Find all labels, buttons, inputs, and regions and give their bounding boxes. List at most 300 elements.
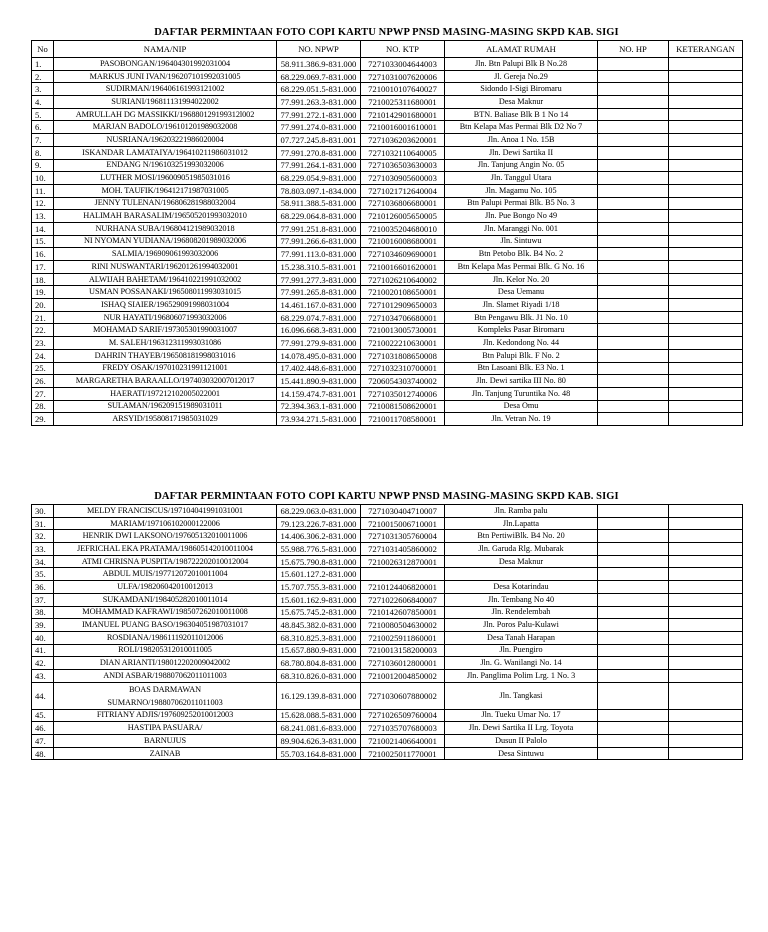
cell-no: 5. (32, 108, 54, 121)
table-row (32, 593, 743, 606)
cell-npwp: 77.991.270.8-831.000 (277, 146, 361, 159)
cell-no: 41. (32, 644, 54, 657)
cell-phone (598, 555, 669, 568)
cell-no: 31. (32, 517, 54, 530)
table-row (32, 210, 743, 223)
cell-remarks (669, 735, 743, 748)
table-row (32, 273, 743, 286)
cell-ktp: 7210013158200003 (361, 644, 445, 657)
cell-address: Desa Omu (445, 400, 598, 413)
cell-name-nip: HAERATI/197212102005022001 (54, 387, 277, 400)
cell-no: 34. (32, 555, 54, 568)
cell-address: Jln. Anoa 1 No. 15B (445, 134, 598, 147)
page-section-2 (31, 490, 742, 760)
cell-ktp: 7210025311680001 (361, 96, 445, 109)
cell-address: Jln. Vetran No. 19 (445, 413, 598, 426)
cell-no: 30. (32, 505, 54, 518)
cell-no: 37. (32, 593, 54, 606)
cell-address: Sidondo I-Sigi Biromaru (445, 83, 598, 96)
cell-phone (598, 197, 669, 210)
cell-phone (598, 568, 669, 581)
cell-phone (598, 210, 669, 223)
cell-name-nip: NI NYOMAN YUDIANA/196808201989032006 (54, 235, 277, 248)
table-row (32, 682, 743, 709)
cell-address: Jln. Tanjung Angin No. 05 (445, 159, 598, 172)
cell-npwp: 68.310.825.3-831.000 (277, 631, 361, 644)
cell-no: 45. (32, 709, 54, 722)
cell-npwp: 58.911.386.9-831.000 (277, 58, 361, 71)
cell-npwp: 16.129.139.8-831.000 (277, 682, 361, 709)
header-npwp: NO. NPWP (277, 41, 361, 58)
cell-phone (598, 505, 669, 518)
cell-ktp: 7210080504630002 (361, 619, 445, 632)
cell-name-nip: SURIANI/196811131994022002 (54, 96, 277, 109)
table-row (32, 197, 743, 210)
cell-name-nip: PASOBONGAN/196404301992031004 (54, 58, 277, 71)
cell-npwp: 77.991.274.0-831.000 (277, 121, 361, 134)
cell-no: 24. (32, 349, 54, 362)
cell-address: BTN. Baliase Blk B 1 No 14 (445, 108, 598, 121)
cell-address: Jln. Tanjung Turuntika No. 48 (445, 387, 598, 400)
cell-remarks (669, 235, 743, 248)
cell-address: Jln. Panglima Polim Lrg. 1 No. 3 (445, 669, 598, 682)
cell-name-nip: ABDUL MUIS/197712072010011004 (54, 568, 277, 581)
cell-ktp: 7271036806680001 (361, 197, 445, 210)
cell-npwp: 15.601.162.9-831.000 (277, 593, 361, 606)
cell-address: Jln. Kelor No. 20 (445, 273, 598, 286)
cell-npwp: 15.601.127.2-831.000 (277, 568, 361, 581)
cell-no: 39. (32, 619, 54, 632)
table-row (32, 543, 743, 556)
table-row (32, 172, 743, 185)
cell-name-nip: ISKANDAR LAMATAIYA/196410211986031012 (54, 146, 277, 159)
cell-npwp: 15.707.755.3-831.000 (277, 581, 361, 594)
cell-npwp: 68.229.074.7-831.000 (277, 311, 361, 324)
cell-address: Jln. Tueku Umar No. 17 (445, 709, 598, 722)
cell-remarks (669, 299, 743, 312)
cell-phone (598, 121, 669, 134)
cell-no: 23. (32, 337, 54, 350)
cell-address: Jln. Magamu No. 105 (445, 184, 598, 197)
header-address: ALAMAT RUMAH (445, 41, 598, 58)
table-row (32, 657, 743, 670)
cell-address: Dusun II Palolo (445, 735, 598, 748)
cell-remarks (669, 413, 743, 426)
table-row (32, 96, 743, 109)
cell-ktp: 7271031808650008 (361, 349, 445, 362)
cell-ktp: 7271036203620001 (361, 134, 445, 147)
table-row (32, 581, 743, 594)
cell-no: 11. (32, 184, 54, 197)
cell-ktp: 7210081508620001 (361, 400, 445, 413)
cell-no: 22. (32, 324, 54, 337)
cell-ktp: 7210013005730001 (361, 324, 445, 337)
cell-phone (598, 517, 669, 530)
page-section-1 (31, 26, 742, 426)
table-row (32, 70, 743, 83)
cell-no: 3. (32, 83, 54, 96)
cell-address: Jln. Garuda Rlg. Mubarak (445, 543, 598, 556)
cell-remarks (669, 669, 743, 682)
table-row (32, 324, 743, 337)
cell-remarks (669, 543, 743, 556)
cell-remarks (669, 709, 743, 722)
cell-ktp: 7271032310700001 (361, 362, 445, 375)
cell-npwp: 55.988.776.5-831.000 (277, 543, 361, 556)
cell-address: Desa Maknur (445, 555, 598, 568)
cell-no: 17. (32, 261, 54, 274)
cell-name-nip: MARIAM/197106102000122006 (54, 517, 277, 530)
cell-remarks (669, 375, 743, 388)
cell-phone (598, 375, 669, 388)
table-row (32, 631, 743, 644)
cell-ktp: 7210026312870001 (361, 555, 445, 568)
table-row (32, 722, 743, 735)
cell-remarks (669, 644, 743, 657)
cell-address (445, 568, 598, 581)
cell-address: Jl. Gereja No.29 (445, 70, 598, 83)
cell-remarks (669, 273, 743, 286)
cell-address: Jln. Rendelembah (445, 606, 598, 619)
cell-ktp: 7210010107640027 (361, 83, 445, 96)
cell-phone (598, 273, 669, 286)
table-row (32, 134, 743, 147)
cell-name-nip: MARGARETHA BARAALLO/197403032007012017 (54, 375, 277, 388)
table-row (32, 146, 743, 159)
cell-npwp: 72.394.363.1-831.000 (277, 400, 361, 413)
cell-address: Jln. Tangkasi (445, 682, 598, 709)
cell-address: Btn PertiwiBlk. B4 No. 20 (445, 530, 598, 543)
cell-ktp: 7210012004850002 (361, 669, 445, 682)
cell-ktp: 7210021406640001 (361, 735, 445, 748)
cell-npwp: 77.991.251.8-831.000 (277, 222, 361, 235)
cell-phone (598, 593, 669, 606)
cell-no: 26. (32, 375, 54, 388)
cell-address: Jln. Dewi Sartika II Lrg. Toyota (445, 722, 598, 735)
cell-remarks (669, 631, 743, 644)
cell-name-nip: ISHAQ SIAIER/196529091998031004 (54, 299, 277, 312)
cell-phone (598, 299, 669, 312)
cell-remarks (669, 517, 743, 530)
cell-no: 13. (32, 210, 54, 223)
cell-ktp: 7271030404710007 (361, 505, 445, 518)
table-row (32, 413, 743, 426)
cell-address: Jln. Slamet Riyadi 1/18 (445, 299, 598, 312)
table-row (32, 505, 743, 518)
cell-ktp: 7210020108650001 (361, 286, 445, 299)
cell-remarks (669, 146, 743, 159)
cell-no: 4. (32, 96, 54, 109)
table-row (32, 619, 743, 632)
cell-npwp: 14.406.306.2-831.000 (277, 530, 361, 543)
cell-phone (598, 324, 669, 337)
cell-address: Desa Tanah Harapan (445, 631, 598, 644)
cell-phone (598, 337, 669, 350)
cell-phone (598, 235, 669, 248)
header-ktp: NO. KTP (361, 41, 445, 58)
cell-no: 8. (32, 146, 54, 159)
cell-remarks (669, 261, 743, 274)
cell-ktp: 7206054303740002 (361, 375, 445, 388)
cell-npwp: 73.934.271.5-831.000 (277, 413, 361, 426)
cell-ktp: 7210142607850001 (361, 606, 445, 619)
cell-remarks (669, 184, 743, 197)
cell-name-nip: ARSYID/195808171985031029 (54, 413, 277, 426)
cell-address: Jln. Pue Bongo No 49 (445, 210, 598, 223)
cell-address: Desa Kotarindau (445, 581, 598, 594)
cell-npwp: 68.241.081.6-833.000 (277, 722, 361, 735)
cell-npwp: 15.238.310.5-831.001 (277, 261, 361, 274)
cell-phone (598, 747, 669, 760)
table-body-2 (32, 505, 743, 760)
cell-address: Jln. Dewi sartika III No. 80 (445, 375, 598, 388)
table-row (32, 299, 743, 312)
table-row (32, 568, 743, 581)
data-table-2 (31, 504, 743, 760)
cell-ktp: 7271035012740006 (361, 387, 445, 400)
cell-phone (598, 172, 669, 185)
cell-remarks (669, 568, 743, 581)
cell-address: Jln. Kedondong No. 44 (445, 337, 598, 350)
cell-address: Btn Palupi Blk. F No. 2 (445, 349, 598, 362)
cell-no: 9. (32, 159, 54, 172)
cell-name-nip: BARNUJUS (54, 735, 277, 748)
table-row (32, 400, 743, 413)
cell-npwp: 77.991.265.8-831.000 (277, 286, 361, 299)
cell-remarks (669, 210, 743, 223)
cell-no: 32. (32, 530, 54, 543)
cell-phone (598, 631, 669, 644)
document-title-repeat: DAFTAR PERMINTAAN FOTO COPI KARTU NPWP PNSD MASING-MASING SKPD KAB. SIGI (154, 491, 619, 502)
cell-phone (598, 669, 669, 682)
table-row (32, 747, 743, 760)
cell-remarks (669, 349, 743, 362)
cell-ktp: 7271031305760004 (361, 530, 445, 543)
cell-npwp: 77.991.264.1-831.000 (277, 159, 361, 172)
cell-no: 2. (32, 70, 54, 83)
cell-remarks (669, 58, 743, 71)
cell-name-nip: ZAINAB (54, 747, 277, 760)
cell-name-nip: HENRIK DWI LAKSONO/197605132010011006 (54, 530, 277, 543)
table-row (32, 387, 743, 400)
cell-name-nip: JEFRICHAL EKA PRATAMA/198605142010011004 (54, 543, 277, 556)
cell-phone (598, 134, 669, 147)
cell-ktp: 7271021712640004 (361, 184, 445, 197)
cell-ktp: 7210016008680001 (361, 235, 445, 248)
cell-phone (598, 58, 669, 71)
table-row (32, 184, 743, 197)
cell-npwp: 68.229.051.5-831.000 (277, 83, 361, 96)
header-no: No (32, 41, 54, 58)
cell-ktp: 7210035204680010 (361, 222, 445, 235)
cell-remarks (669, 555, 743, 568)
cell-remarks (669, 324, 743, 337)
cell-name-nip: ULFA/198206042010012013 (54, 581, 277, 594)
cell-npwp: 48.845.382.0-831.000 (277, 619, 361, 632)
cell-ktp: 7271036503630003 (361, 159, 445, 172)
cell-phone (598, 159, 669, 172)
table-row (32, 83, 743, 96)
cell-npwp: 77.991.279.9-831.000 (277, 337, 361, 350)
table-row (32, 286, 743, 299)
cell-npwp: 15.628.088.5-831.000 (277, 709, 361, 722)
cell-npwp: 15.657.880.9-831.000 (277, 644, 361, 657)
cell-ktp: 7210016601620001 (361, 261, 445, 274)
table-row (32, 530, 743, 543)
cell-address: Jln. Maranggi No. 001 (445, 222, 598, 235)
cell-npwp: 79.123.226.7-831.000 (277, 517, 361, 530)
cell-remarks (669, 134, 743, 147)
cell-name-nip: IMANUEL PUANG BASO/196304051987031017 (54, 619, 277, 632)
cell-name-nip: JENNY TULENAN/196806281988032004 (54, 197, 277, 210)
cell-npwp: 77.991.266.6-831.000 (277, 235, 361, 248)
cell-remarks (669, 722, 743, 735)
cell-phone (598, 682, 669, 709)
cell-no: 16. (32, 248, 54, 261)
cell-address: Jln. Dewi Sartika II (445, 146, 598, 159)
cell-remarks (669, 248, 743, 261)
cell-no: 15. (32, 235, 54, 248)
cell-no: 47. (32, 735, 54, 748)
cell-name-nip: FREDY OSAK/197010231991121001 (54, 362, 277, 375)
cell-address: Desa Maknur (445, 96, 598, 109)
cell-name-nip: ROSDIANA/198611192011012006 (54, 631, 277, 644)
cell-ktp: 7271031007620006 (361, 70, 445, 83)
cell-no: 42. (32, 657, 54, 670)
cell-no: 48. (32, 747, 54, 760)
cell-phone (598, 413, 669, 426)
cell-phone (598, 709, 669, 722)
cell-no: 29. (32, 413, 54, 426)
cell-address: Jln.Lapatta (445, 517, 598, 530)
cell-address: Btn Petobo Blk. B4 No. 2 (445, 248, 598, 261)
cell-address: Jln. G. Wanilangi No. 14 (445, 657, 598, 670)
cell-ktp: 7271033004644003 (361, 58, 445, 71)
table-row (32, 517, 743, 530)
cell-remarks (669, 197, 743, 210)
cell-name-nip: MOHAMMAD KAFRAWI/198507262010011008 (54, 606, 277, 619)
cell-npwp: 77.991.272.1-831.000 (277, 108, 361, 121)
cell-name-nip: SULAMAN/196209151989031011 (54, 400, 277, 413)
cell-name-nip: HASTIPA PASUARA/ (54, 722, 277, 735)
cell-address: Jln. Ramba palu (445, 505, 598, 518)
cell-name-nip: FITRIANY ADJIS/197609252010012003 (54, 709, 277, 722)
cell-npwp: 15.441.890.9-831.000 (277, 375, 361, 388)
cell-no: 20. (32, 299, 54, 312)
cell-name-nip: ATMI CHRISNA PUSPITA/198722202010012004 (54, 555, 277, 568)
cell-ktp: 7271030607880002 (361, 682, 445, 709)
cell-phone (598, 248, 669, 261)
cell-no: 27. (32, 387, 54, 400)
cell-remarks (669, 606, 743, 619)
cell-remarks (669, 530, 743, 543)
cell-npwp: 68.229.064.8-831.000 (277, 210, 361, 223)
cell-no: 35. (32, 568, 54, 581)
cell-no: 19. (32, 286, 54, 299)
table-row (32, 644, 743, 657)
cell-name-nip: ALWIJAH BAHETAM/196410221991032002 (54, 273, 277, 286)
cell-ktp: 7271034609690001 (361, 248, 445, 261)
cell-address: Jln. Puengiro (445, 644, 598, 657)
table-header-row (32, 41, 743, 58)
table-row (32, 709, 743, 722)
table-body-1 (32, 58, 743, 426)
cell-no: 1. (32, 58, 54, 71)
cell-no: 14. (32, 222, 54, 235)
cell-npwp: 68.310.826.0-831.000 (277, 669, 361, 682)
cell-address: Btn Kelapa Mas Permai Blk. G No. 16 (445, 261, 598, 274)
table-row (32, 58, 743, 71)
cell-name-nip: RINI NUSWANTARI/196201261994032001 (54, 261, 277, 274)
cell-name-nip: SALMIA/196909061993032006 (54, 248, 277, 261)
cell-npwp: 14.159.474.7-831.001 (277, 387, 361, 400)
cell-no: 12. (32, 197, 54, 210)
cell-no: 33. (32, 543, 54, 556)
table-row (32, 121, 743, 134)
cell-phone (598, 349, 669, 362)
cell-phone (598, 735, 669, 748)
cell-address: Desa Sintuwu (445, 747, 598, 760)
table-row (32, 311, 743, 324)
cell-phone (598, 96, 669, 109)
cell-ktp: 7271012909650003 (361, 299, 445, 312)
cell-no: 6. (32, 121, 54, 134)
cell-name-nip: M. SALEH/196312311993031086 (54, 337, 277, 350)
cell-remarks (669, 337, 743, 350)
cell-remarks (669, 362, 743, 375)
cell-ktp: 7271032110640005 (361, 146, 445, 159)
cell-name-nip: SUDIRMAN/196406161993121002 (54, 83, 277, 96)
cell-npwp: 15.675.790.8-831.000 (277, 555, 361, 568)
cell-npwp: 77.991.277.3-831.000 (277, 273, 361, 286)
cell-address: Btn Kelapa Mas Permai Blk D2 No 7 (445, 121, 598, 134)
cell-ktp: 7210142901680001 (361, 108, 445, 121)
cell-phone (598, 530, 669, 543)
table-row (32, 261, 743, 274)
cell-name-nip: HALIMAH BARASALIM/196505201993032010 (54, 210, 277, 223)
cell-remarks (669, 400, 743, 413)
cell-ktp: 7210025911860001 (361, 631, 445, 644)
cell-address: Btn Palupi Permai Blk. B5 No. 3 (445, 197, 598, 210)
cell-remarks (669, 505, 743, 518)
cell-name-nip: MARKUS JUNI IVAN/196207101992031005 (54, 70, 277, 83)
cell-ktp: 7210025011770001 (361, 747, 445, 760)
cell-phone (598, 581, 669, 594)
cell-npwp: 55.703.164.8-831.000 (277, 747, 361, 760)
table-row (32, 555, 743, 568)
cell-no: 7. (32, 134, 54, 147)
cell-phone (598, 644, 669, 657)
cell-ktp: 7271030905600003 (361, 172, 445, 185)
cell-no: 46. (32, 722, 54, 735)
table-row (32, 248, 743, 261)
cell-phone (598, 261, 669, 274)
table-row (32, 735, 743, 748)
cell-name-nip: DAHRIN THAYEB/196508181998031016 (54, 349, 277, 362)
cell-phone (598, 83, 669, 96)
cell-address: Jln. Btn Palupi Blk B No.28 (445, 58, 598, 71)
cell-phone (598, 146, 669, 159)
header-phone: NO. HP (598, 41, 669, 58)
cell-ktp: 7210022210630001 (361, 337, 445, 350)
cell-name-nip: AMRULLAH DG MASSIKKI/196880129199312l002 (54, 108, 277, 121)
cell-name-nip: MELDY FRANCISCUS/197104041991031001 (54, 505, 277, 518)
cell-remarks (669, 159, 743, 172)
cell-ktp: 7210016001610001 (361, 121, 445, 134)
cell-no: 40. (32, 631, 54, 644)
cell-npwp: 77.991.263.3-831.000 (277, 96, 361, 109)
cell-phone (598, 222, 669, 235)
